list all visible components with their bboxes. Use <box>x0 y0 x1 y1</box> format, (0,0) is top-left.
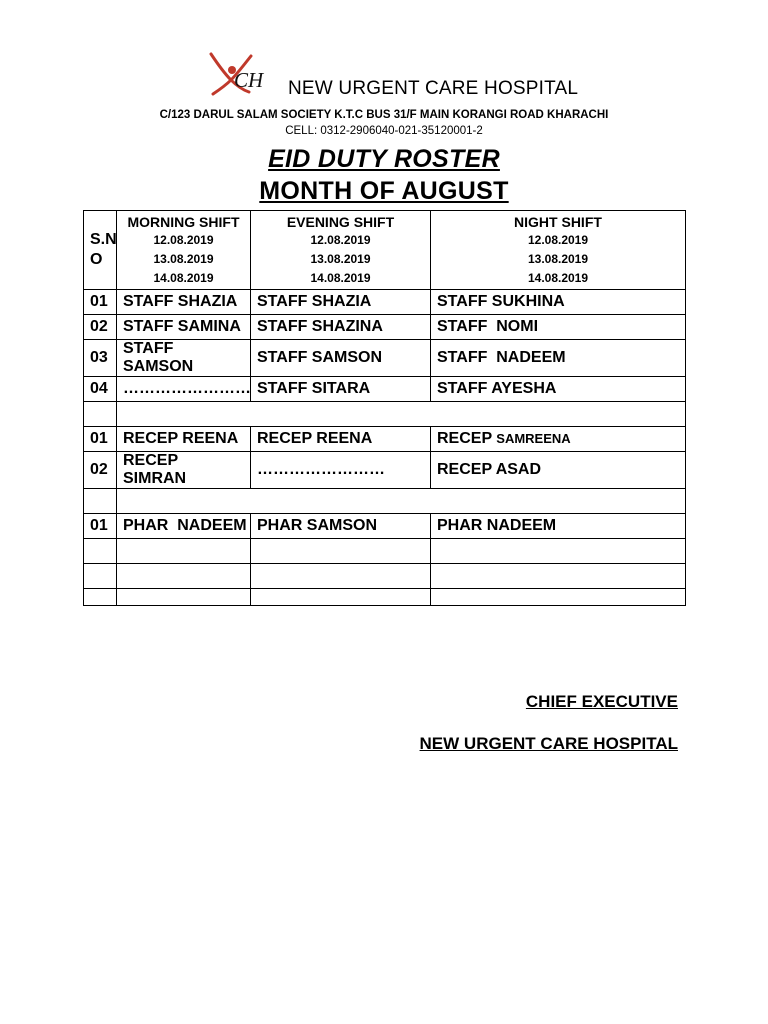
sno-cell: 03 <box>84 340 117 377</box>
roster-title: EID DUTY ROSTER <box>268 145 500 173</box>
hospital-name: NEW URGENT CARE HOSPITAL <box>288 78 579 99</box>
night-cell: RECEP ASAD <box>431 452 686 489</box>
sno-cell: 01 <box>84 514 117 539</box>
evening-shift-label: EVENING SHIFT <box>286 213 395 230</box>
table-row <box>84 589 686 606</box>
evening-cell: …………………… <box>251 452 431 489</box>
table-row <box>84 315 686 340</box>
morning-cell: RECEP SIMRAN <box>117 452 251 489</box>
sno-cell: 01 <box>84 290 117 315</box>
night-date-2: 13.08.2019 <box>527 251 589 266</box>
evening-cell: STAFF SAMSON <box>251 340 431 377</box>
night-cell-name: SAMREENA <box>496 431 571 446</box>
evening-cell: STAFF SITARA <box>251 377 431 402</box>
sno-header-label: S.N O <box>90 231 117 268</box>
morning-shift-header <box>117 211 251 290</box>
evening-date-1: 12.08.2019 <box>310 232 371 247</box>
signature-org: NEW URGENT CARE HOSPITAL <box>419 734 678 753</box>
night-date-3: 14.08.2019 <box>527 270 589 285</box>
evening-shift-header <box>251 211 431 290</box>
night-cell <box>431 427 686 452</box>
morning-cell: RECEP REENA <box>117 427 251 452</box>
table-row <box>84 377 686 402</box>
night-date-1: 12.08.2019 <box>527 232 589 247</box>
table-row <box>84 564 686 589</box>
morning-date-2: 13.08.2019 <box>153 251 214 266</box>
signature-role: CHIEF EXECUTIVE <box>525 692 678 711</box>
evening-date-3: 14.08.2019 <box>310 270 371 285</box>
table-row <box>84 514 686 539</box>
night-cell: STAFF SUKHINA <box>431 290 686 315</box>
sno-header <box>84 211 117 290</box>
spacer-row <box>84 489 686 514</box>
duty-roster-table <box>83 210 686 606</box>
table-row <box>84 427 686 452</box>
logo-text: CH <box>234 68 264 92</box>
night-cell: STAFF NOMI <box>431 315 686 340</box>
morning-cell: STAFF SHAZIA <box>117 290 251 315</box>
night-cell: STAFF AYESHA <box>431 377 686 402</box>
hospital-logo <box>205 50 297 106</box>
night-shift-header <box>431 211 686 290</box>
table-row <box>84 539 686 564</box>
sno-cell: 04 <box>84 377 117 402</box>
night-cell: PHAR NADEEM <box>431 514 686 539</box>
morning-cell: STAFF SAMINA <box>117 315 251 340</box>
morning-shift-label: MORNING SHIFT <box>127 213 240 230</box>
evening-cell: STAFF SHAZIA <box>251 290 431 315</box>
table-row <box>84 452 686 489</box>
evening-cell: RECEP REENA <box>251 427 431 452</box>
hospital-address: C/123 DARUL SALAM SOCIETY K.T.C BUS 31/F MAIN KORANGI ROAD KHARACHI <box>159 109 609 121</box>
night-cell-prefix: RECEP <box>437 430 497 447</box>
morning-date-3: 14.08.2019 <box>153 270 214 285</box>
morning-cell: STAFF SAMSON <box>117 340 251 377</box>
roster-subtitle: MONTH OF AUGUST <box>259 177 509 205</box>
morning-cell: …………………… <box>117 377 251 402</box>
table-header-row <box>84 211 686 290</box>
morning-cell: PHAR NADEEM <box>117 514 251 539</box>
hospital-cell: CELL: 0312-2906040-021-35120001-2 <box>285 125 483 137</box>
sno-cell: 02 <box>84 452 117 489</box>
night-shift-label: NIGHT SHIFT <box>514 213 602 230</box>
morning-date-1: 12.08.2019 <box>153 232 214 247</box>
evening-cell: PHAR SAMSON <box>251 514 431 539</box>
sno-cell: 01 <box>84 427 117 452</box>
night-cell: STAFF NADEEM <box>431 340 686 377</box>
table-row <box>84 290 686 315</box>
table-row <box>84 340 686 377</box>
sno-cell: 02 <box>84 315 117 340</box>
evening-date-2: 13.08.2019 <box>310 251 371 266</box>
spacer-row <box>84 402 686 427</box>
evening-cell: STAFF SHAZINA <box>251 315 431 340</box>
